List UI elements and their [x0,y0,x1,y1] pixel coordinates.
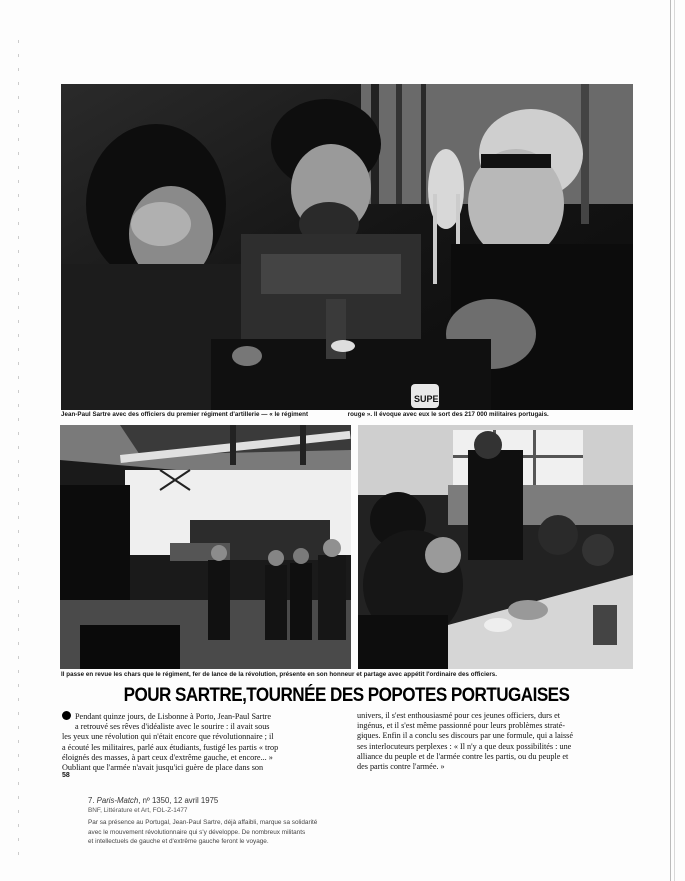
article-line-text: Pendant quinze jours, de Lisbonne à Porto, Jean-Paul Sartre [75,712,272,721]
page-edge-line [670,0,671,881]
article-line: a retrouvé ses rêves d'idéaliste avec le sourire : il avait sous [75,722,270,732]
article-line [62,711,340,722]
caption-bottom-photos: Il passe en revue les chars que le régiment, fer de lance de la révolution, présente en son honneur et partage avec appétit l'ordinaire des officiers. [61,671,498,678]
article-line: des partis contre l'armée. » [357,762,445,772]
article-line: les yeux une révolution qui n'était encore que révolutionnaire ; il [62,732,274,742]
article-headline: POUR SARTRE,TOURNÉE DES POPOTES PORTUGAISES [123,685,570,706]
page-number: 58 [62,772,70,779]
article-column-right [357,711,633,772]
source-description [88,818,418,847]
caption-top-part2: rouge ». Il évoque avec eux le sort des 217 000 militaires portugais. [347,411,549,418]
scan-speckle [18,40,19,860]
article-line: ingénus, et il s'est même passionné pour leurs problèmes straté- [357,721,565,731]
article-line: univers, il s'est enthousiasmé pour ces jeunes officiers, durs et [357,711,561,720]
article-line: ses interlocuteurs perplexes : « Il n'y a que deux possibilités : une [357,741,572,751]
photo-tanks-review-image [60,425,351,669]
source-archive: BNF, Littérature et Art, FOL-Z-1477 [88,807,188,814]
photo-officers-meal [358,425,633,669]
article-line: giques. Enfin il a conclu ses discours par une formule, qui a laissé [357,731,574,741]
article-line: alliance du peuple et de l'armée contre les partis, ou du peuple et [357,751,569,761]
magazine-title: Paris-Match [96,796,139,805]
photo-tanks-review [60,425,351,669]
photo-officers-meal-image [358,425,633,669]
article-column-left [62,711,340,773]
citation-number: 7. [88,796,97,805]
citation-details: , nº 1350, 12 avril 1975 [138,796,219,805]
caption-top-photo [61,411,549,418]
article-line: Oubliant que l'armée n'avait jusqu'ici guère de place dans son [62,763,264,773]
article-line: a écouté les militaires, parlé aux étudiants, fustigé les partis « trop [62,742,279,752]
source-citation [88,795,418,806]
source-description-line: et intellectuels de gauche et d'extrême gauche feront le voyage. [88,838,269,845]
photo-sartre-officers [61,84,633,410]
source-note [88,795,418,847]
page-edge-line-secondary [674,0,675,881]
svg-text:SUPE: SUPE [414,394,439,404]
source-description-line: avec le mouvement révolutionnaire qui s'y développe. De nombreux militants [88,828,306,836]
bullet-icon [62,711,71,720]
source-description-line: Par sa présence au Portugal, Jean-Paul Sartre, déjà affaibli, marque sa solidarité [88,819,318,826]
photo-sartre-officers-image [61,84,633,410]
article-line: éloignés des masses, à part ceux d'extrême gauche, et encore... » [62,752,273,762]
caption-top-part1: Jean-Paul Sartre avec des officiers du premier régiment d'artillerie — « le régiment [61,411,309,418]
